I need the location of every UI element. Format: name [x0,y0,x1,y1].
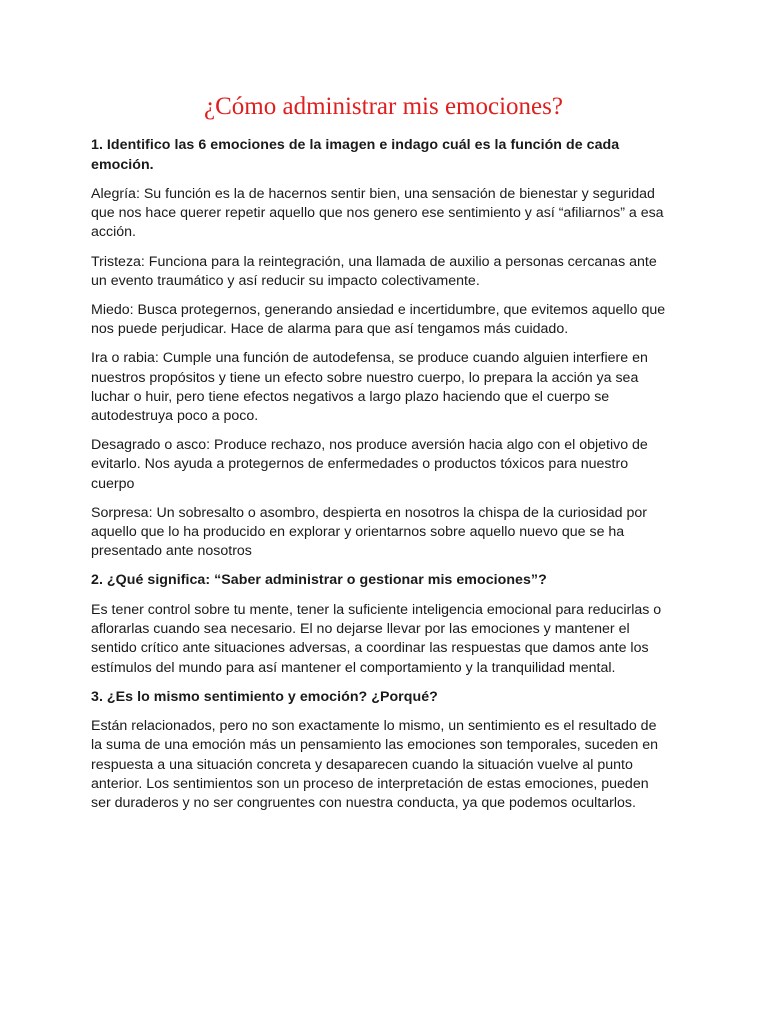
question-3: 3. ¿Es lo mismo sentimiento y emoción? ¿Porqué? [91,688,438,705]
paragraph-ira: Ira o rabia: Cumple una función de autodefensa, se produce cuando alguien interfiere en nuestros propósitos y tiene un efecto sobre nuestro cuerpo, lo prepara la acción ya sea luchar o huir, pero tiene efectos negativos a largo plazo haciendo que el cuerpo se autodestruya poco a poco. [91,350,648,425]
paragraph-miedo: Miedo: Busca protegernos, generando ansiedad e incertidumbre, que evitemos aquello que nos puede perjudicar. Hace de alarma para que así tengamos más cuidado. [91,302,666,338]
question-1: 1. Identifico las 6 emociones de la imagen e indago cuál es la función de cada emoción. [91,137,620,173]
question-2: 2. ¿Qué significa: “Saber administrar o gestionar mis emociones”? [91,572,547,589]
paragraph-desagrado: Desagrado o asco: Produce rechazo, nos produce aversión hacia algo con el objetivo de evitarlo. Nos ayuda a protegernos de enfermedades o productos tóxicos para nuestro cuerpo [91,437,648,492]
answer-2: Es tener control sobre tu mente, tener la suficiente inteligencia emocional para reducirlas o aflorarlas cuando sea necesario. El no dejarse llevar por las emociones y mantener el sentido crítico ante situaciones adversas, a coordinar las respuestas que damos ante los estímulos del mundo para así mantener el comportamiento y la tranquilidad mental. [91,601,662,676]
paragraph-alegria: Alegría: Su función es la de hacernos sentir bien, una sensación de bienestar y seguridad que nos hace querer repetir aquello que nos genero ese sentimiento y así “afiliarnos” a esa acción. [91,186,664,241]
page-title: ¿Cómo administrar mis emociones? [204,93,563,120]
paragraph-sorpresa: Sorpresa: Un sobresalto o asombro, despierta en nosotros la chispa de la curiosidad por aquello que lo ha producido en explorar y orientarnos sobre aquello nuevo que se ha presentado ante nosotros [91,504,647,560]
answer-3: Están relacionados, pero no son exactamente lo mismo, un sentimiento es el resultado de la suma de una emoción más un pensamiento las emociones son temporales, suceden en respuesta a una situación concreta y desaparecen cuando la situación vuelve al punto anterior. Los sentimientos son un proceso de interpretación de estas emociones, pueden ser duraderos y no ser congruentes con nuestra conducta, ya que podemos ocultarlos. [91,718,659,812]
paragraph-tristeza: Tristeza: Funciona para la reintegración, una llamada de auxilio a personas cercanas ante un evento traumático y así reducir su impacto colectivamente. [91,253,657,289]
